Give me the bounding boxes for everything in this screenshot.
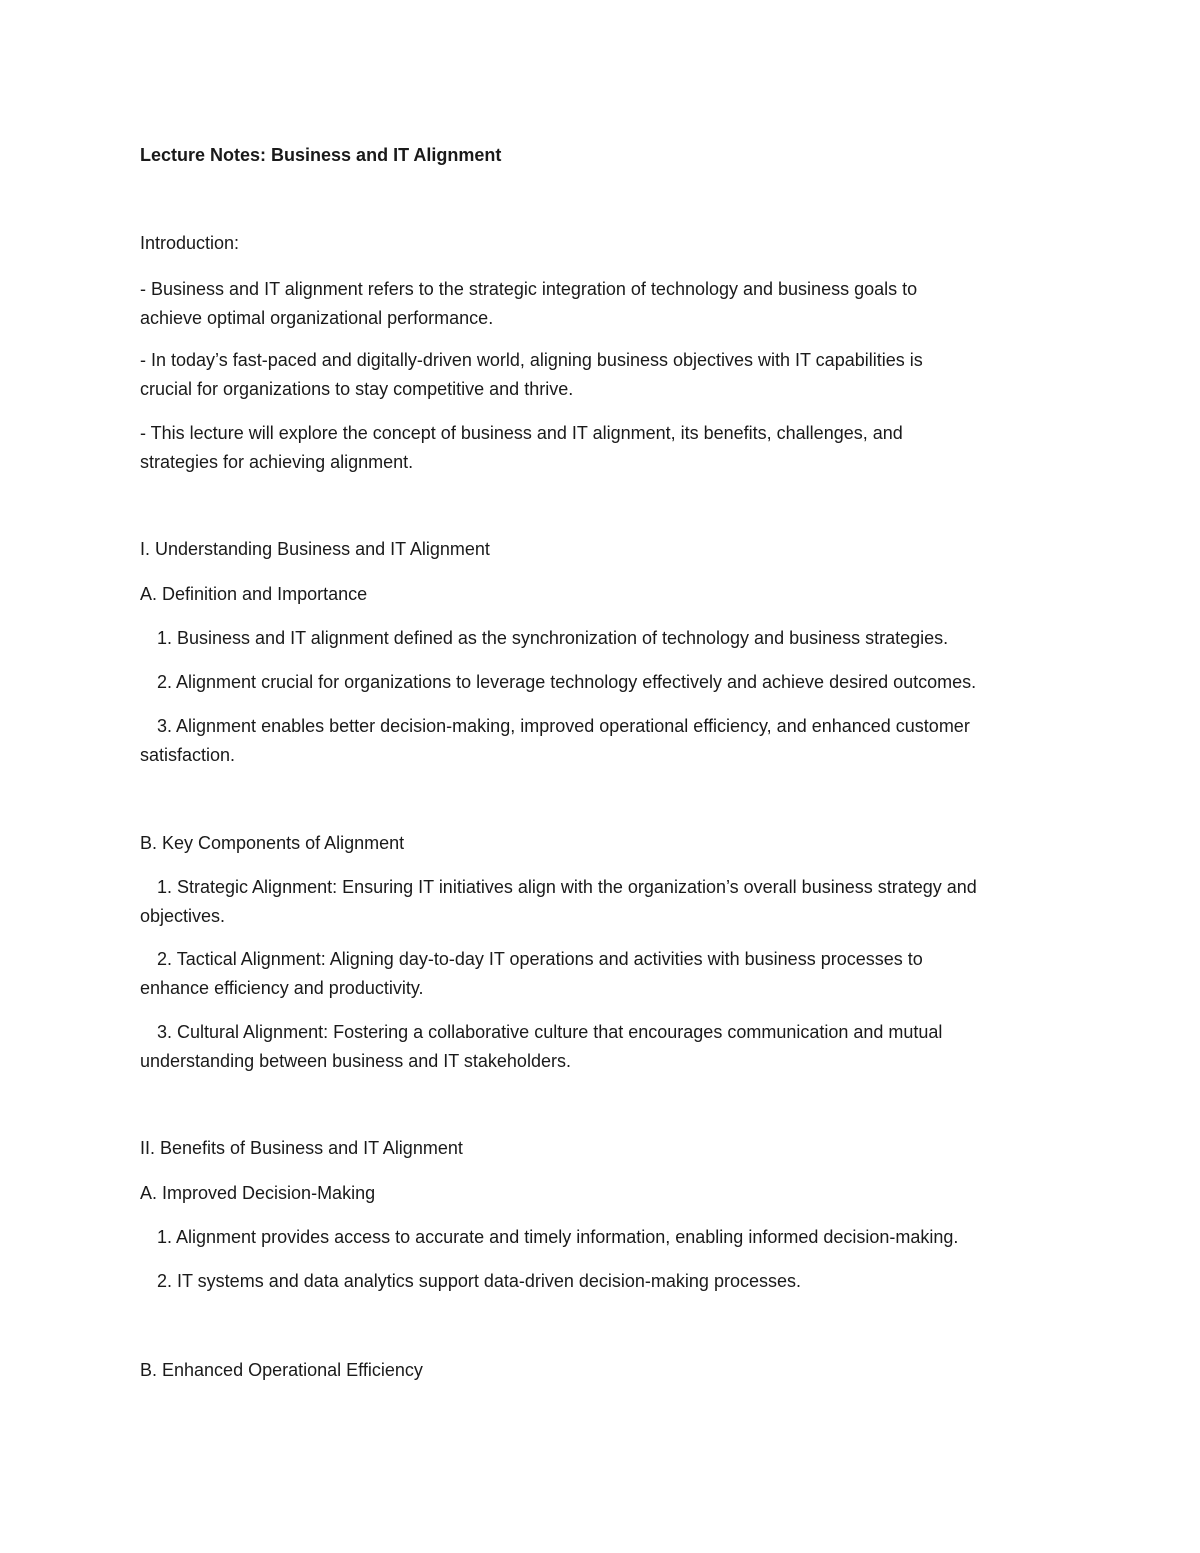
section-1b-item-1-line-2: objectives.	[140, 906, 226, 926]
section-2-heading: II. Benefits of Business and IT Alignment	[140, 1138, 463, 1158]
intro-bullet-3-line-2: strategies for achieving alignment.	[140, 452, 414, 472]
section-1a-item-3-line-2: satisfaction.	[140, 745, 236, 765]
section-1b-item-3-line-2: understanding between business and IT stakeholders.	[140, 1051, 571, 1071]
section-1b-item-2-line-2: enhance efficiency and productivity.	[140, 978, 424, 998]
section-1-subheading-b: B. Key Components of Alignment	[140, 833, 405, 853]
section-1a-item-1: 1. Business and IT alignment defined as the synchronization of technology and business strategies.	[157, 628, 949, 648]
section-1a-item-3-line-1: 3. Alignment enables better decision-making, improved operational efficiency, and enhanced customer	[157, 716, 970, 736]
section-1a-item-2: 2. Alignment crucial for organizations to leverage technology effectively and achieve desired outcomes.	[157, 672, 977, 692]
section-1b-item-2-line-1: 2. Tactical Alignment: Aligning day-to-day IT operations and activities with business processes to	[157, 949, 923, 969]
document-title: Lecture Notes: Business and IT Alignment	[140, 145, 502, 165]
section-1-subheading-a: A. Definition and Importance	[140, 584, 368, 604]
section-1b-item-1-line-1: 1. Strategic Alignment: Ensuring IT initiatives align with the organization’s overall business strategy and	[157, 877, 977, 897]
section-2-subheading-b: B. Enhanced Operational Efficiency	[140, 1360, 423, 1380]
intro-bullet-3-line-1: - This lecture will explore the concept of business and IT alignment, its benefits, challenges, and	[140, 423, 903, 443]
section-1b-item-3-line-1: 3. Cultural Alignment: Fostering a collaborative culture that encourages communication and mutual	[157, 1022, 943, 1042]
intro-bullet-1-line-1: - Business and IT alignment refers to the strategic integration of technology and business goals to	[140, 279, 918, 299]
section-2a-item-2: 2. IT systems and data analytics support data-driven decision-making processes.	[157, 1271, 801, 1291]
intro-bullet-2-line-2: crucial for organizations to stay competitive and thrive.	[140, 379, 574, 399]
section-2a-item-1: 1. Alignment provides access to accurate and timely information, enabling informed decision-making.	[157, 1227, 959, 1247]
section-2-subheading-a: A. Improved Decision-Making	[140, 1183, 376, 1203]
intro-heading: Introduction:	[140, 233, 240, 253]
intro-bullet-2-line-1: - In today’s fast-paced and digitally-driven world, aligning business objectives with IT capabilities is	[140, 350, 923, 370]
section-1-heading: I. Understanding Business and IT Alignment	[140, 539, 490, 559]
intro-bullet-1-line-2: achieve optimal organizational performance.	[140, 308, 494, 328]
